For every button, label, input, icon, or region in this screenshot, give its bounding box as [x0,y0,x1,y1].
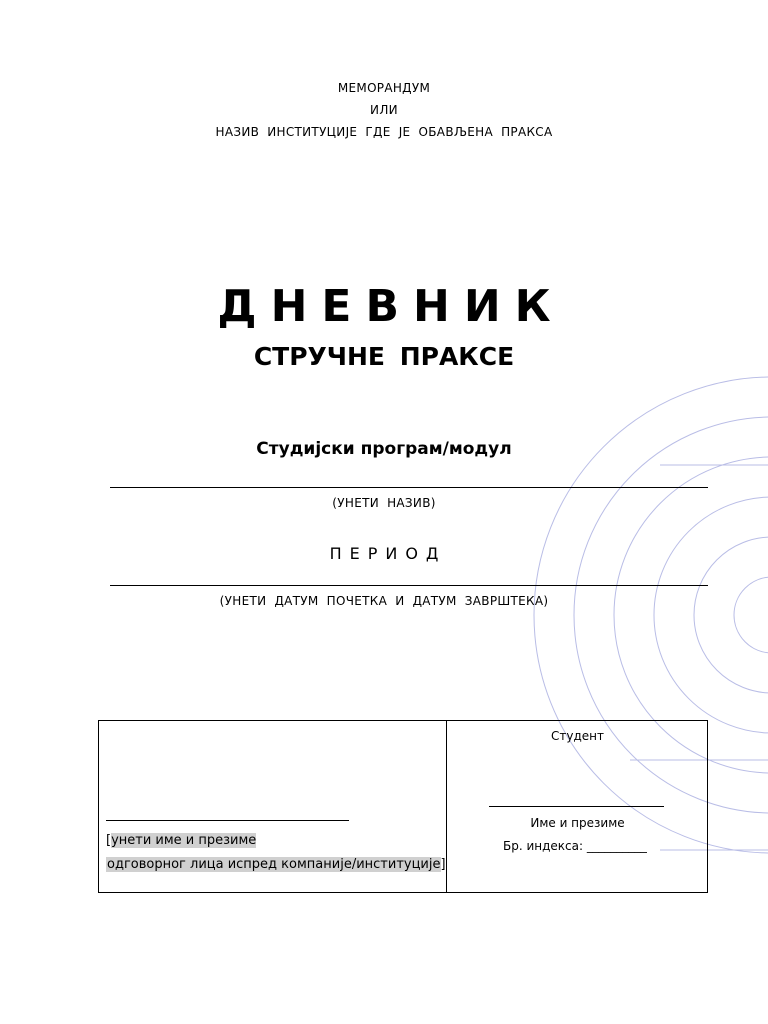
student-label: Студент [551,729,604,743]
memorandum-label: МЕМОРАНДУМ [337,81,431,95]
signature-divider [446,720,447,893]
program-hint: (УНЕТИ НАЗИВ) [332,496,436,510]
diary-subtitle: СТРУЧНЕ ПРАКСЕ [253,342,515,371]
institution-label: НАЗИВ ИНСТИТУЦИЈЕ ГДЕ ЈЕ ОБАВЉЕНА ПРАКСА [215,125,553,139]
company-person-text: унети име и презиме [111,833,257,848]
diary-title: ДНЕВНИК [217,281,565,332]
student-index-label: Бр. индекса: [503,839,584,853]
period-line [110,585,708,586]
student-index-blank: __________ [586,839,647,853]
bracket-close: ] [440,857,446,872]
watermark-ring [734,577,768,653]
program-line [110,487,708,488]
company-name-placeholder[interactable] [106,831,256,851]
student-index-field[interactable] [503,839,647,853]
bracket-open: [ [106,833,112,848]
student-signature-line [489,806,664,807]
program-label: Студијски програм/модул [256,439,512,459]
student-name-label: Име и презиме [530,816,625,830]
watermark-ring [654,497,768,733]
period-label: ПЕРИОД [329,544,447,563]
or-label: ИЛИ [370,103,398,117]
company-role-placeholder[interactable] [106,855,446,875]
company-signature-line [106,820,349,821]
period-hint: (УНЕТИ ДАТУМ ПОЧЕТКА И ДАТУМ ЗАВРШТЕКА) [219,594,549,608]
company-role-text: одговорног лица испред компаније/институције [107,857,441,872]
